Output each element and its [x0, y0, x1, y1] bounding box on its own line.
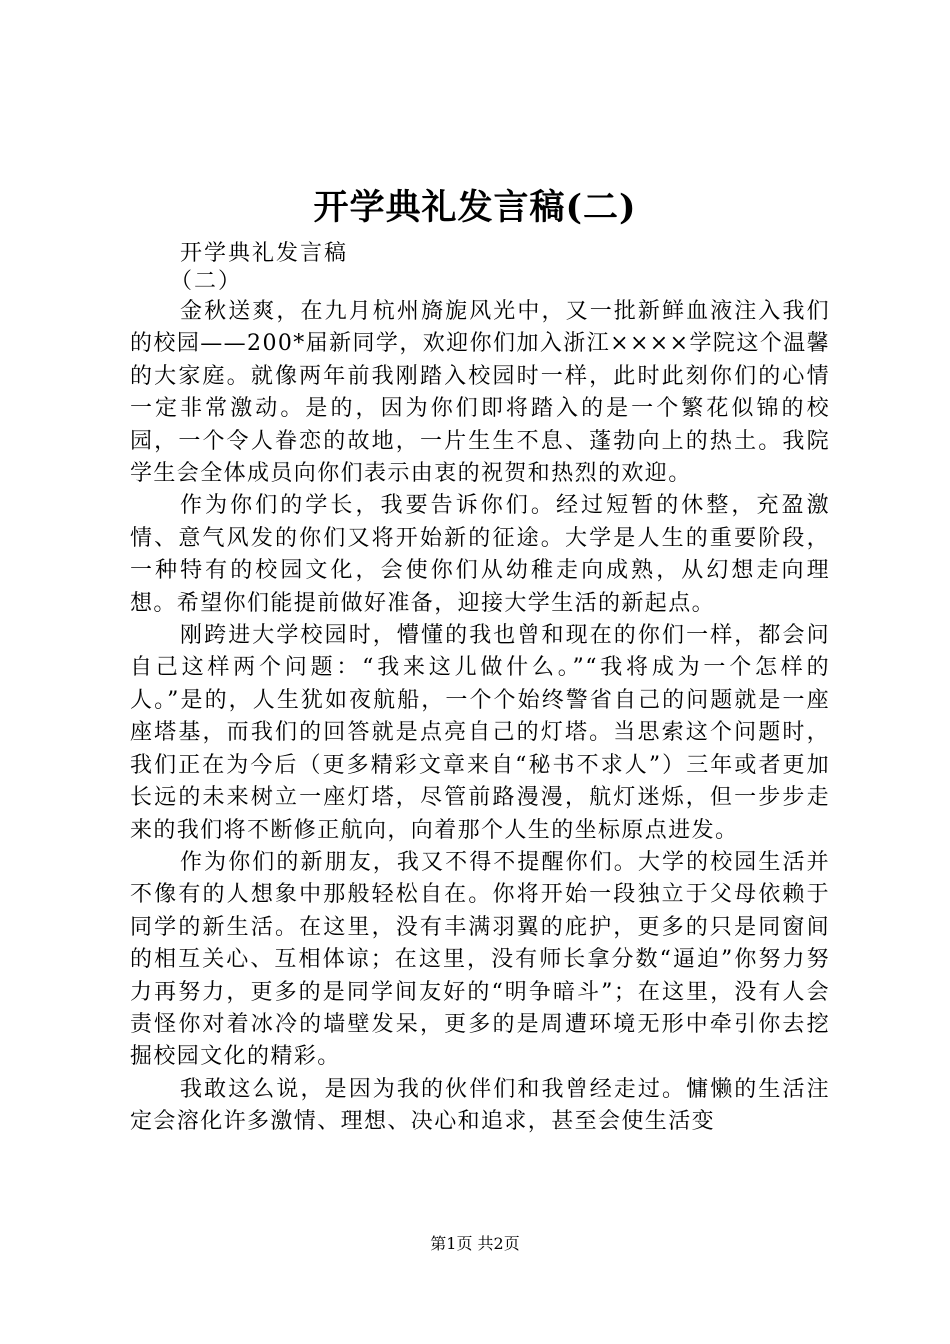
subtitle-line-2: （二） — [170, 269, 243, 294]
paragraph-2: 作为你们的学长，我要告诉你们。经过短暂的休整，充盈激情、意气风发的你们又将开始新的征途。大学是人生的重要阶段，一种特有的校园文化，会使你们从幼稚走向成熟，从幻想走向理想。希望你们能提前做好准备，迎接大学生活的新起点。 — [130, 493, 830, 616]
paragraph-5: 我敢这么说，是因为我的伙伴们和我曾经走过。慵懒的生活注定会溶化许多激情、理想、决心和追求，甚至会使生活变 — [130, 1076, 830, 1135]
page-number-footer: 第1页 共2页 — [430, 1234, 520, 1253]
paragraph-4: 作为你们的新朋友，我又不得不提醒你们。大学的校园生活并不像有的人想象中那般轻松自在。你将开始一段独立于父母依赖于同学的新生活。在这里，没有丰满羽翼的庇护，更多的只是同窗间的相互关心、互相体谅；在这里，没有师长拿分数“逼迫”你努力努力再努力，更多的是同学间友好的“明争暗斗”；在这里，没有人会责怪你对着冰冷的墙壁发呆，更多的是周遭环境无形中牵引你去挖掘校园文化的精彩。 — [130, 849, 830, 1070]
document-title: 开学典礼发言稿(二) — [313, 187, 637, 228]
paragraph-3: 刚跨进大学校园时，懵懂的我也曾和现在的你们一样，都会问自己这样两个问题：“我来这儿做什么。”“我将成为一个怎样的人。”是的，人生犹如夜航船，一个个始终警省自己的问题就是一座座塔基，而我们的回答就是点亮自己的灯塔。当思索这个问题时，我们正在为今后（更多精彩文章来自“秘书不求人”）三年或者更加长远的未来树立一座灯塔，尽管前路漫漫，航灯迷烁，但一步步走来的我们将不断修正航向，向着那个人生的坐标原点进发。 — [130, 623, 830, 843]
subtitle-line-1: 开学典礼发言稿 — [180, 241, 349, 266]
document-body — [130, 296, 830, 1139]
paragraph-1: 金秋送爽，在九月杭州旖旎风光中，又一批新鲜血液注入我们的校园——200*届新同学，欢迎你们加入浙江××××学院这个温馨的大家庭。就像两年前我刚踏入校园时一样，此时此刻你们的心情一定非常激动。是的，因为你们即将踏入的是一个繁花似锦的校园，一个令人眷恋的故地，一片生生不息、蓬勃向上的热土。我院学生会全体成员向你们表示由衷的祝贺和热烈的欢迎。 — [130, 299, 830, 487]
